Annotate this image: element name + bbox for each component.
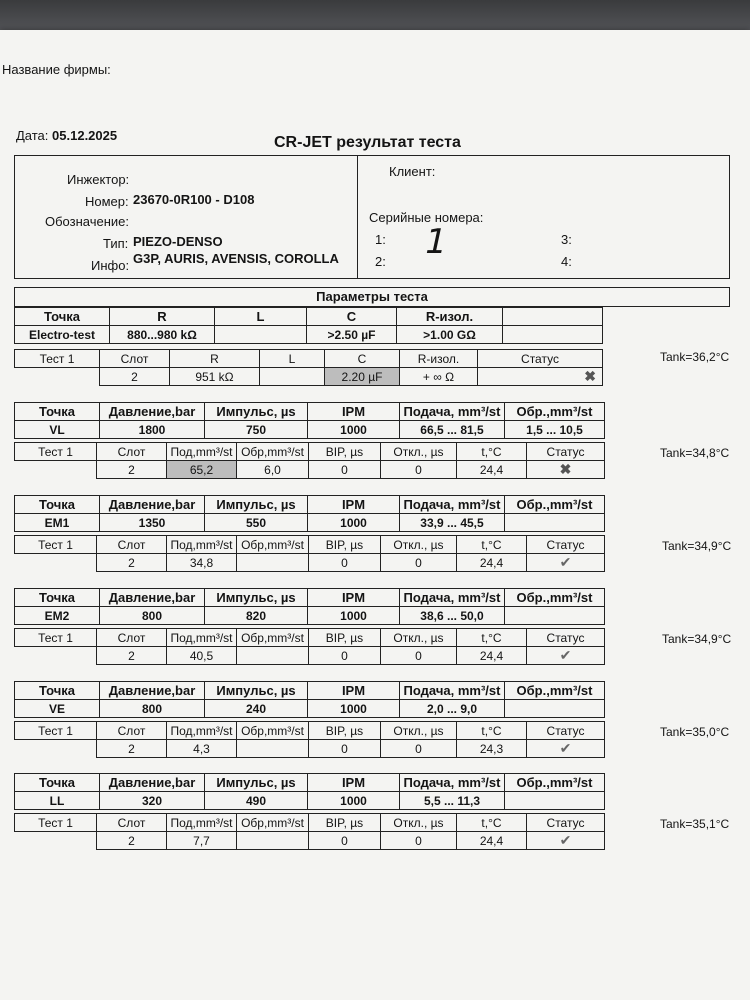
electro-tank-temp: Tank=36,2°C	[660, 350, 730, 364]
point-name: LL	[15, 792, 100, 810]
point-tank-temp: Tank=35,0°C	[660, 725, 730, 739]
point-em1-params-table	[14, 495, 605, 532]
result-header-row: Тест 1 Слот Под,mm³/st Обр,mm³/st BIP, µs Откл., µs t,°C Статус	[15, 722, 605, 740]
date-value: 05.12.2025	[52, 128, 118, 143]
electro-test-params-table	[14, 307, 603, 344]
result-header-row: Тест 1 Слот Под,mm³/st Обр,mm³/st BIP, µs Откл., µs t,°C Статус	[15, 443, 605, 461]
result-row: 2 7,7 0 0 24,4 ✔	[15, 832, 605, 850]
number-label: Номер:	[85, 194, 129, 209]
electro-spec-row: Electro-test 880...980 kΩ >2.50 µF >1.00 GΩ	[15, 326, 603, 344]
result-row: 2 34,8 0 0 24,4 ✔	[15, 554, 605, 572]
result-row: 2 40,5 0 0 24,4 ✔	[15, 647, 605, 665]
point-em2-params-table	[14, 588, 605, 625]
point-em1-result-table	[14, 535, 605, 572]
result-header-row: Тест 1 Слот Под,mm³/st Обр,mm³/st BIP, µs Откл., µs t,°C Статус	[15, 536, 605, 554]
serial-numbers-label: Серийные номера:	[369, 210, 484, 225]
point-ll-result-table	[14, 813, 605, 850]
point-header-row: Точка Давление,bar Импульс, µs IPM Подача, mm³/st Обр.,mm³/st	[15, 774, 605, 792]
result-header-row: Тест 1 Слот Под,mm³/st Обр,mm³/st BIP, µs Откл., µs t,°C Статус	[15, 629, 605, 647]
page-title: CR-JET результат теста	[274, 134, 461, 151]
point-name: EM2	[15, 607, 100, 625]
background-top	[0, 0, 750, 34]
electro-header-row: Точка R L C R-изол.	[15, 308, 603, 326]
number-value: 23670-0R100 - D108	[133, 192, 255, 207]
fail-cross-icon: ✖	[559, 461, 572, 477]
point-header-row: Точка Давление,bar Импульс, µs IPM Подача, mm³/st Обр.,mm³/st	[15, 682, 605, 700]
type-value: PIEZO-DENSO	[133, 234, 223, 249]
electro-result-header-row: Тест 1 Слот R L C R-изол. Статус	[15, 350, 603, 368]
ok-check-icon: ✔	[559, 832, 572, 848]
point-spec-row: VL 1800 750 1000 66,5 ... 81,5 1,5 ... 10,5	[15, 421, 605, 439]
point-name: VL	[15, 421, 100, 439]
point-name: VE	[15, 700, 100, 718]
point-header-row: Точка Давление,bar Импульс, µs IPM Подача, mm³/st Обр.,mm³/st	[15, 403, 605, 421]
info-value: G3P, AURIS, AVENSIS, COROLLA	[133, 251, 339, 266]
ok-check-icon: ✔	[559, 554, 572, 570]
point-spec-row: EM1 1350 550 1000 33,9 ... 45,5	[15, 514, 605, 532]
client-label: Клиент:	[389, 164, 436, 179]
ok-check-icon: ✔	[559, 740, 572, 756]
injector-label: Инжектор:	[67, 172, 130, 187]
test-parameters-title: Параметры теста	[14, 287, 730, 307]
point-tank-temp: Tank=34,8°C	[660, 446, 730, 460]
point-name: EM1	[15, 514, 100, 532]
point-vl-result-table	[14, 442, 605, 479]
point-ve-params-table	[14, 681, 605, 718]
ok-check-icon: ✔	[559, 647, 572, 663]
fail-cross-icon: ✖	[584, 368, 596, 384]
point-em2-result-table	[14, 628, 605, 665]
serial-4-label: 4:	[561, 254, 572, 269]
type-label: Тип:	[103, 236, 129, 251]
point-tank-temp: Tank=34,9°C	[662, 539, 732, 553]
serial-1-handwritten: 1	[420, 222, 451, 262]
serial-3-label: 3:	[561, 232, 572, 247]
designation-label: Обозначение:	[45, 214, 130, 229]
point-spec-row: VE 800 240 1000 2,0 ... 9,0	[15, 700, 605, 718]
result-header-row: Тест 1 Слот Под,mm³/st Обр,mm³/st BIP, µs Откл., µs t,°C Статус	[15, 814, 605, 832]
result-row: 2 65,2 6,0 0 0 24,4 ✖	[15, 461, 605, 479]
injector-info-box	[14, 155, 730, 279]
date: Дата: 05.12.2025	[16, 128, 118, 143]
serial-2-label: 2:	[375, 254, 386, 269]
point-spec-row: EM2 800 820 1000 38,6 ... 50,0	[15, 607, 605, 625]
serial-1-label: 1:	[375, 232, 386, 247]
result-row: 2 4,3 0 0 24,3 ✔	[15, 740, 605, 758]
point-ve-result-table	[14, 721, 605, 758]
point-spec-row: LL 320 490 1000 5,5 ... 11,3	[15, 792, 605, 810]
electro-test-result-table	[14, 349, 603, 386]
point-tank-temp: Tank=35,1°C	[660, 817, 730, 831]
info-label: Инфо:	[91, 258, 130, 273]
point-ll-params-table	[14, 773, 605, 810]
point-vl-params-table	[14, 402, 605, 439]
point-header-row: Точка Давление,bar Импульс, µs IPM Подача, mm³/st Обр.,mm³/st	[15, 589, 605, 607]
firm-label: Название фирмы:	[2, 62, 111, 77]
electro-result-row: 2 951 kΩ 2.20 µF + ∞ Ω ✖	[15, 368, 603, 386]
point-tank-temp: Tank=34,9°C	[662, 632, 732, 646]
point-header-row: Точка Давление,bar Импульс, µs IPM Подача, mm³/st Обр.,mm³/st	[15, 496, 605, 514]
